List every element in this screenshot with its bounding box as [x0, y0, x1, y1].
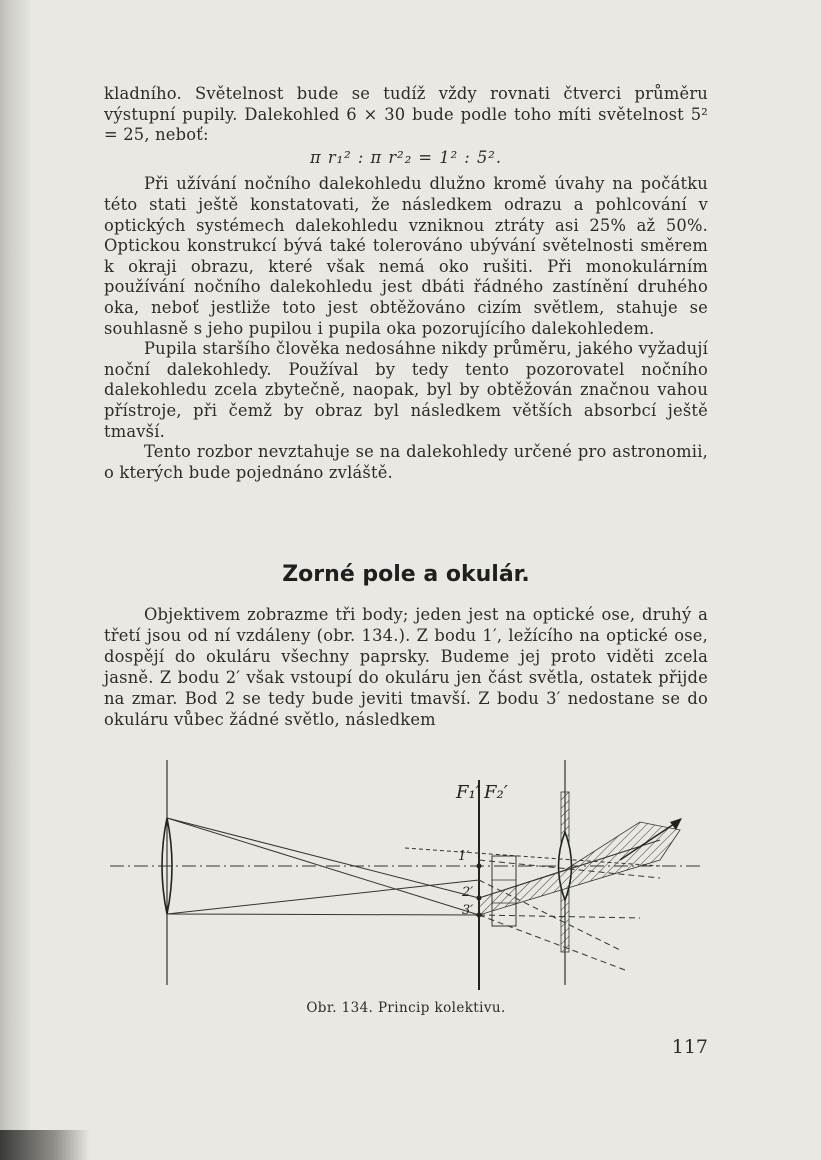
ray-dashed [479, 915, 640, 918]
light-beam [479, 822, 680, 915]
body-text-section [104, 604, 708, 730]
label-point-1: 1′ [458, 849, 470, 864]
page-number: 117 [671, 1036, 708, 1058]
ray [167, 818, 479, 898]
collective-lens-diagram [100, 760, 710, 1000]
point-3 [477, 913, 482, 918]
book-spine-edge [0, 1130, 90, 1160]
ray [167, 914, 479, 915]
paragraph-astronomy: Tento rozbor nevztahuje se na dalekohledy určené pro astronomii, o kterých bude pojednáno zvláště. [104, 442, 708, 482]
label-point-2: 2′ [462, 885, 474, 900]
paragraph-field-of-view: Objektivem zobrazme tři body; jeden jest na optické ose, druhý a třetí jsou od ní vzdáleny (obr. 134.). Z bodu 1′, ležícího na optické ose, dospějí do okuláru všechny paprsky. Budeme jej proto viděti zcela jasně. Z bodu 2′ však vstoupí do okuláru jen část světla, ostatek přijde na zmar. Bod 2 se tedy bude jeviti tmavší. Z bodu 3′ nedostane se do okuláru vůbec žádné světlo, následkem [104, 605, 708, 729]
formula: π r₁² : π r²₂ = 1² : 5². [309, 147, 503, 167]
ray [167, 880, 479, 914]
paragraph-pupil-age: Pupila staršího člověka nedosáhne nikdy průměru, jakého vyžadují noční dalekohledy. Používal by tedy tento pozorovatel nočního dalekohledu zcela zbytečně, naopak, byl by obtěžován značnou vahou přístroje, při čemž by obraz byl následkem větších absorbcí ještě tmavší. [104, 339, 708, 441]
figure-caption: Obr. 134. Princip kolektivu. [306, 1000, 506, 1016]
paragraph-night-binocular: Při užívání nočního dalekohledu dlužno kromě úvahy na počátku této stati ještě konstatovati, že následkem odrazu a pohlcování v optických systémech dalekohledu vzniknou ztráty asi 25% až 50%. Optickou konstrukcí bývá také tolerováno ubývání světelnosti směrem k okraji obrazu, které však nemá oko rušiti. Při monokulárním používání nočního dalekohledu jest dbáti řádného zastínění druhého oka, neboť jestliže toto jest obtěžováno cizím světlem, stahuje se souhlasně s jeho pupilou i pupila oka pozorujícího dalekohledem. [104, 174, 708, 338]
paragraph-continuation: kladního. Světelnost bude se tudíž vždy rovnati čtverci průměru výstupní pupily. Dalekohled 6 × 30 bude podle toho míti světelnost 5² = 25, neboť: [104, 84, 708, 145]
figure-134-diagram [100, 760, 710, 1000]
label-f2: F₂′ [484, 782, 508, 803]
section-heading: Zorné pole a okulár. [282, 562, 530, 587]
point-2 [477, 896, 482, 901]
page-gutter-shadow [0, 0, 30, 1160]
ray-dashed [479, 915, 625, 970]
point-1 [477, 864, 482, 869]
body-text-top [104, 84, 708, 483]
label-f1: F₁′ [456, 782, 480, 803]
label-point-3: 3′ [462, 903, 474, 918]
